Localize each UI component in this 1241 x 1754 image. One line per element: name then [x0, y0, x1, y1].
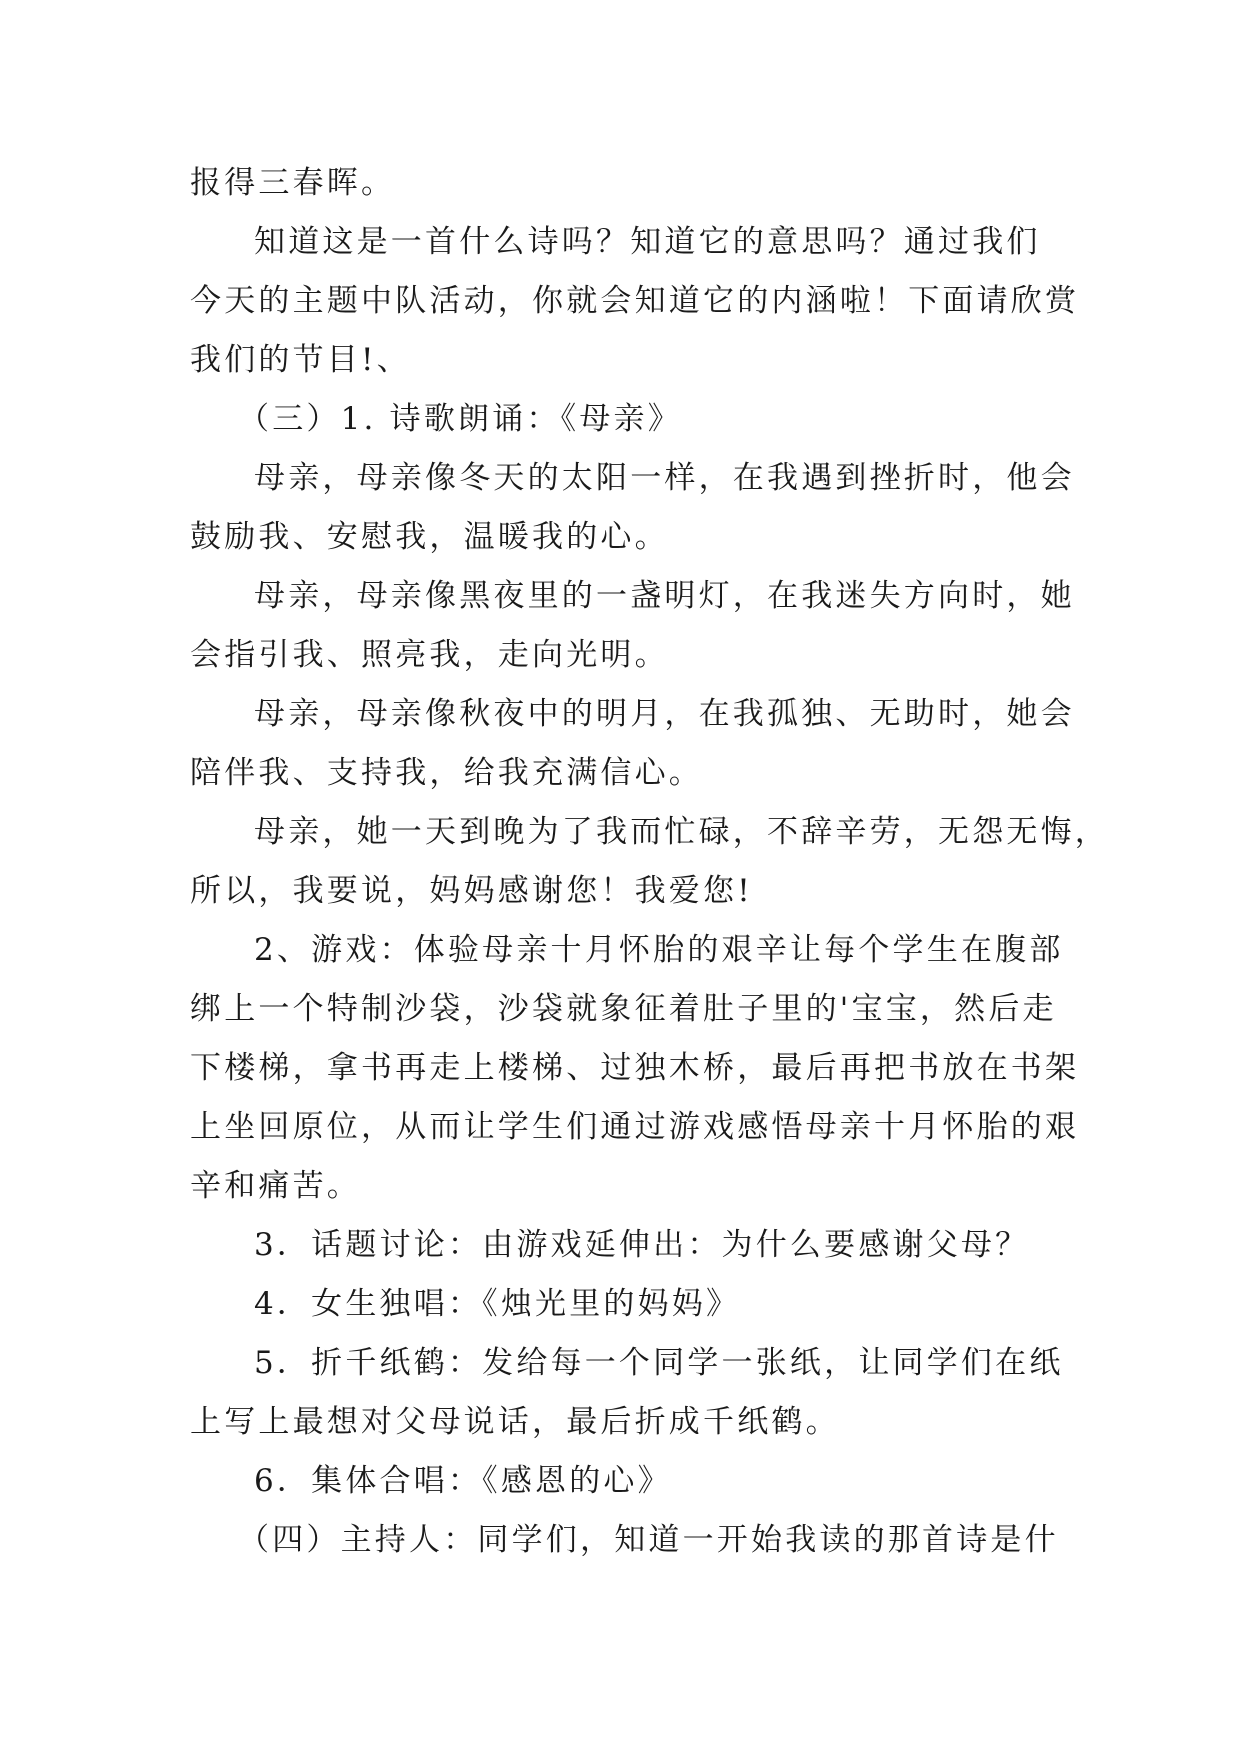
- paragraph-line: 辛和痛苦。: [190, 1168, 361, 1204]
- paragraph-line: 所以，我要说，妈妈感谢您！我爱您!: [190, 873, 753, 909]
- paragraph-line: 上写上最想对父母说话，最后折成千纸鹤。: [190, 1404, 840, 1440]
- paragraph-line: 知道这是一首什么诗吗？知道它的意思吗？通过我们: [254, 224, 1041, 260]
- document-body: [190, 154, 1109, 1570]
- paragraph-line: 母亲，母亲像秋夜中的明月，在我孤独、无助时，她会: [254, 696, 1075, 732]
- list-item: 4．女生独唱：《烛光里的妈妈》: [254, 1286, 741, 1322]
- paragraph-line: 上坐回原位，从而让学生们通过游戏感悟母亲十月怀胎的艰: [190, 1109, 1080, 1145]
- paragraph-line: 绑上一个特制沙袋，沙袋就象征着肚子里的'宝宝，然后走: [190, 991, 1057, 1027]
- paragraph-line: 鼓励我、安慰我，温暖我的心。: [190, 519, 669, 555]
- paragraph-line: 今天的主题中队活动，你就会知道它的内涵啦！下面请欣赏: [190, 283, 1080, 319]
- section-heading: （四）主持人：同学们，知道一开始我读的那首诗是什: [238, 1522, 1059, 1558]
- paragraph-line: 母亲，她一天到晚为了我而忙碌，不辞辛劳，无怨无悔，: [254, 814, 1109, 850]
- section-heading: （三）1. 诗歌朗诵：《母亲》: [238, 401, 682, 437]
- list-item: 3．话题讨论：由游戏延伸出：为什么要感谢父母？: [254, 1227, 1030, 1263]
- list-item: 6．集体合唱：《感恩的心》: [254, 1463, 672, 1499]
- paragraph-line: 会指引我、照亮我，走向光明。: [190, 637, 669, 673]
- paragraph-line: 母亲，母亲像冬天的太阳一样，在我遇到挫折时，他会: [254, 460, 1075, 496]
- paragraph-line: 报得三春晖。: [190, 165, 396, 201]
- list-item: 5．折千纸鹤：发给每一个同学一张纸，让同学们在纸: [254, 1345, 1064, 1381]
- paragraph-line: 母亲，母亲像黑夜里的一盏明灯，在我迷失方向时，她: [254, 578, 1075, 614]
- paragraph-line: 2、游戏：体验母亲十月怀胎的艰辛让每个学生在腹部: [254, 932, 1064, 968]
- paragraph-line: 我们的节目!、: [190, 342, 411, 378]
- paragraph-line: 下楼梯，拿书再走上楼梯、过独木桥，最后再把书放在书架: [190, 1050, 1080, 1086]
- paragraph-line: 陪伴我、支持我，给我充满信心。: [190, 755, 703, 791]
